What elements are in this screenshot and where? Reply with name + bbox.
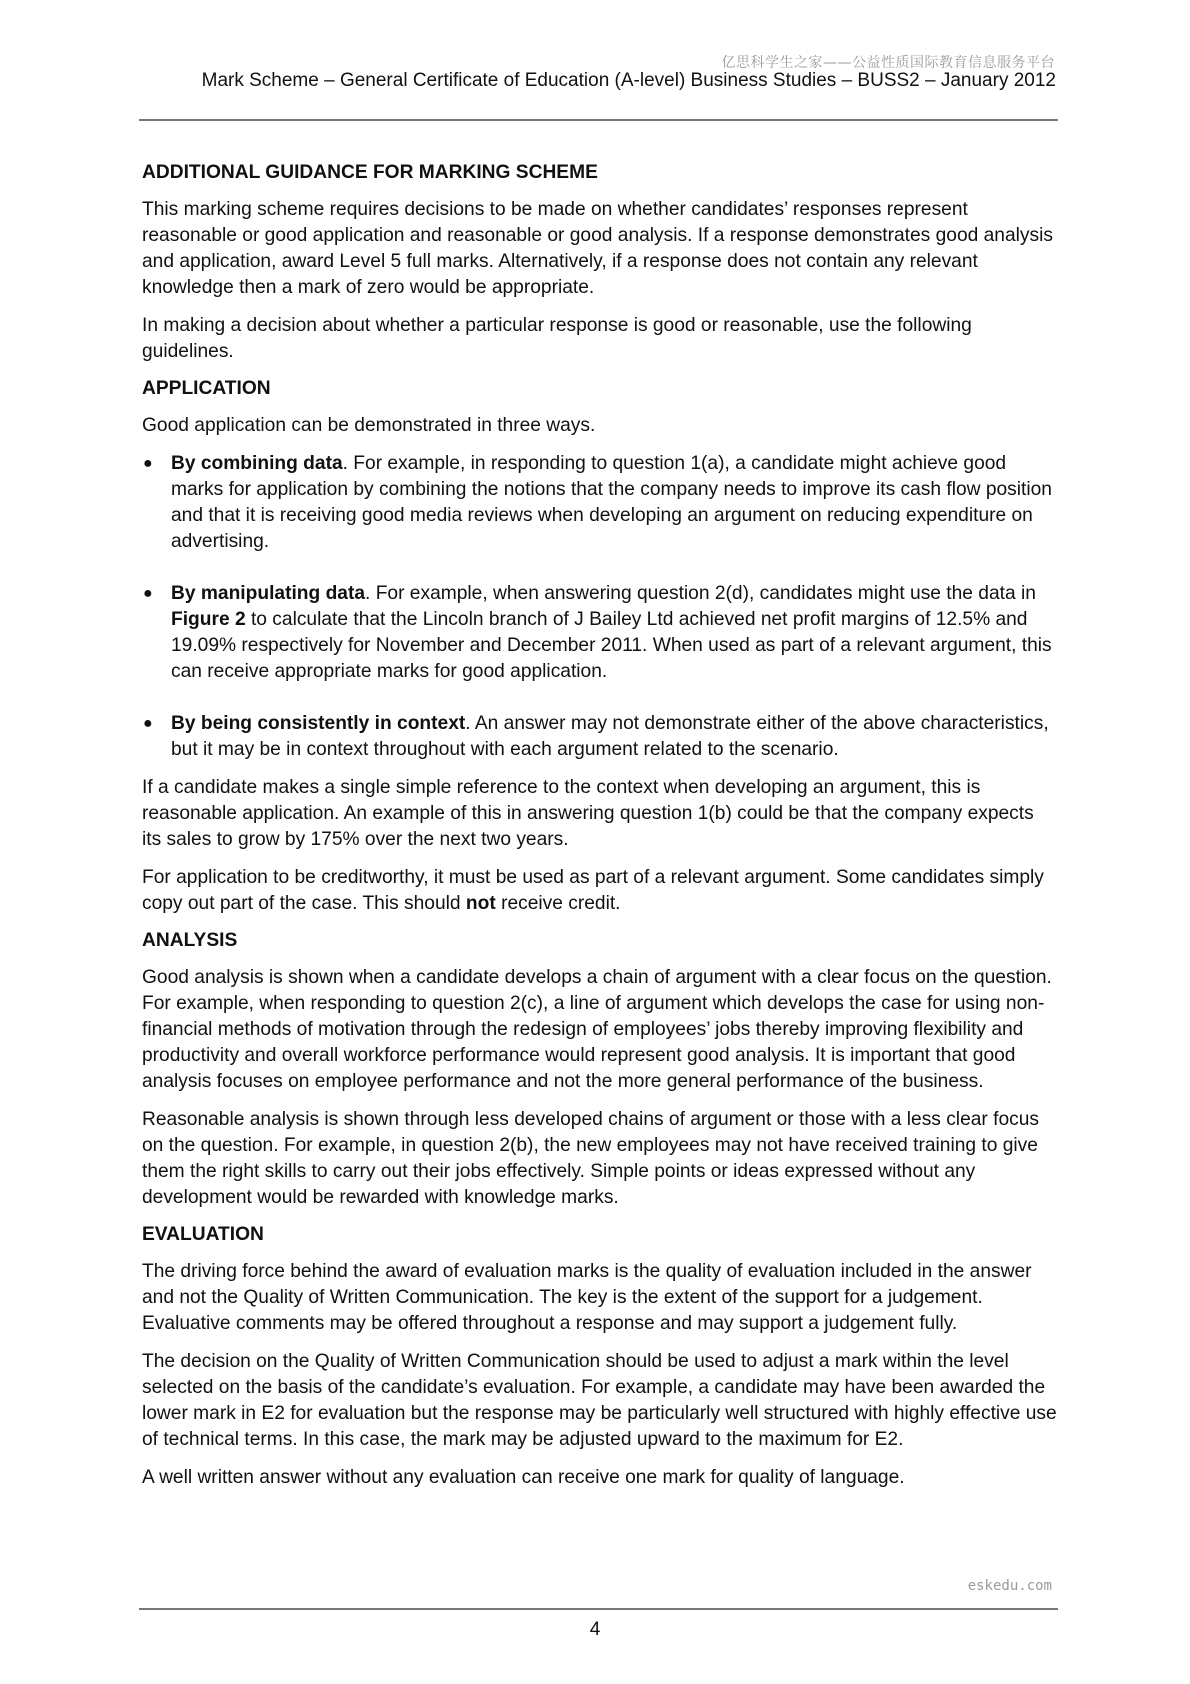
list-item [142,451,1057,555]
analysis-paragraph-1: Good analysis is shown when a candidate develops a chain of argument with a clear focus on the question. For example, when responding to question 2(c), a line of argument which develops the case for using non-financial methods of motivation through the redesign of employees’ jobs thereby improving flexibility and productivity and overall workforce performance would represent good analysis. It is important that good analysis focuses on employee performance and not the more general performance of the business. [142,967,1052,1092]
intro-paragraph-1: This marking scheme requires decisions to be made on whether candidates’ responses represent reasonable or good application and reasonable or good analysis. If a response demonstrates good analysis and application, award Level 5 full marks. Alternatively, if a response does not contain any relevant knowledge then a mark of zero would be appropriate. [142,199,1053,298]
list-item [142,711,1057,763]
application-bullet-list [142,451,1057,763]
evaluation-paragraph-2: The decision on the Quality of Written Communication should be used to adjust a mark within the level selected on the basis of the candidate’s evaluation. For example, a candidate may have been awarded the lower mark in E2 for evaluation but the response may be particularly well structured with highly effective use of technical terms. In this case, the mark may be adjusted upward to the maximum for E2. [142,1351,1057,1450]
bullet-icon: ● [143,715,153,732]
bullet-bold-label: By being consistently in context [171,713,466,734]
evaluation-paragraph-3: A well written answer without any evaluation can receive one mark for quality of language. [142,1467,905,1488]
application-reasonable-paragraph: If a candidate makes a single simple reference to the context when developing an argument, this is reasonable application. An example of this in answering question 1(b) could be that the company expects its sales to grow by 175% over the next two years. [142,777,1034,850]
evaluation-heading: EVALUATION [142,1224,264,1245]
application-credit-paragraph [142,865,1057,917]
evaluation-paragraph-1: The driving force behind the award of evaluation marks is the quality of evaluation included in the answer and not the Quality of Written Communication. The key is the extent of the support for a judgement. Evaluative comments may be offered throughout a response and may support a judgement fully. [142,1261,1032,1334]
page-header: Mark Scheme – General Certificate of Education (A-level) Business Studies – BUSS2 – January 2012 [201,70,1056,91]
intro-paragraph-2: In making a decision about whether a particular response is good or reasonable, use the following guidelines. [142,315,972,362]
watermark-top: 亿思科学生之家——公益性质国际教育信息服务平台 [721,55,1055,71]
list-item [142,581,1057,685]
document-body [142,161,1057,1503]
bullet-bold-label: By combining data [171,453,343,474]
bullet-text: . An answer may not demonstrate either of the above characteristics, but it may be in context throughout with each argument related to the scenario. [171,713,1049,760]
analysis-paragraph-2: Reasonable analysis is shown through less developed chains of argument or those with a less clear focus on the question. For example, in question 2(b), the new employees may not have received training to give them the right skills to carry out their jobs effectively. Simple points or ideas expressed without any development would be rewarded with knowledge marks. [142,1109,1039,1208]
bullet-bold-label: By manipulating data [171,583,366,604]
figure-reference: Figure 2 [171,609,246,630]
bullet-icon: ● [143,585,153,602]
credit-text: For application to be creditworthy, it must be used as part of a relevant argument. Some candidates simply copy out part of the case. This should [142,867,1044,914]
bullet-text: . For example, when answering question 2(d), candidates might use the data in [365,583,1036,604]
bullet-text: to calculate that the Lincoln branch of J Bailey Ltd achieved net profit margins of 12.5% and 19.09% respectively for November and December 2011. When used as part of a relevant argument, this can receive appropriate marks for good application. [171,609,1052,682]
main-heading: ADDITIONAL GUIDANCE FOR MARKING SCHEME [142,162,598,183]
header-divider [139,119,1058,121]
application-lead: Good application can be demonstrated in three ways. [142,415,596,436]
credit-text-end: receive credit. [495,893,621,914]
application-heading: APPLICATION [142,378,271,399]
bullet-text: . For example, in responding to question 1(a), a candidate might achieve good marks for application by combining the notions that the company needs to improve its cash flow position and that it is receiving good media reviews when developing an argument on reducing expenditure on advertising. [171,453,1052,552]
footer-divider [139,1608,1058,1610]
footer-watermark: eskedu.com [967,1578,1052,1594]
credit-emphasis: not [465,893,496,914]
bullet-icon: ● [143,455,153,472]
page-number: 4 [589,1619,601,1640]
analysis-heading: ANALYSIS [142,930,238,951]
